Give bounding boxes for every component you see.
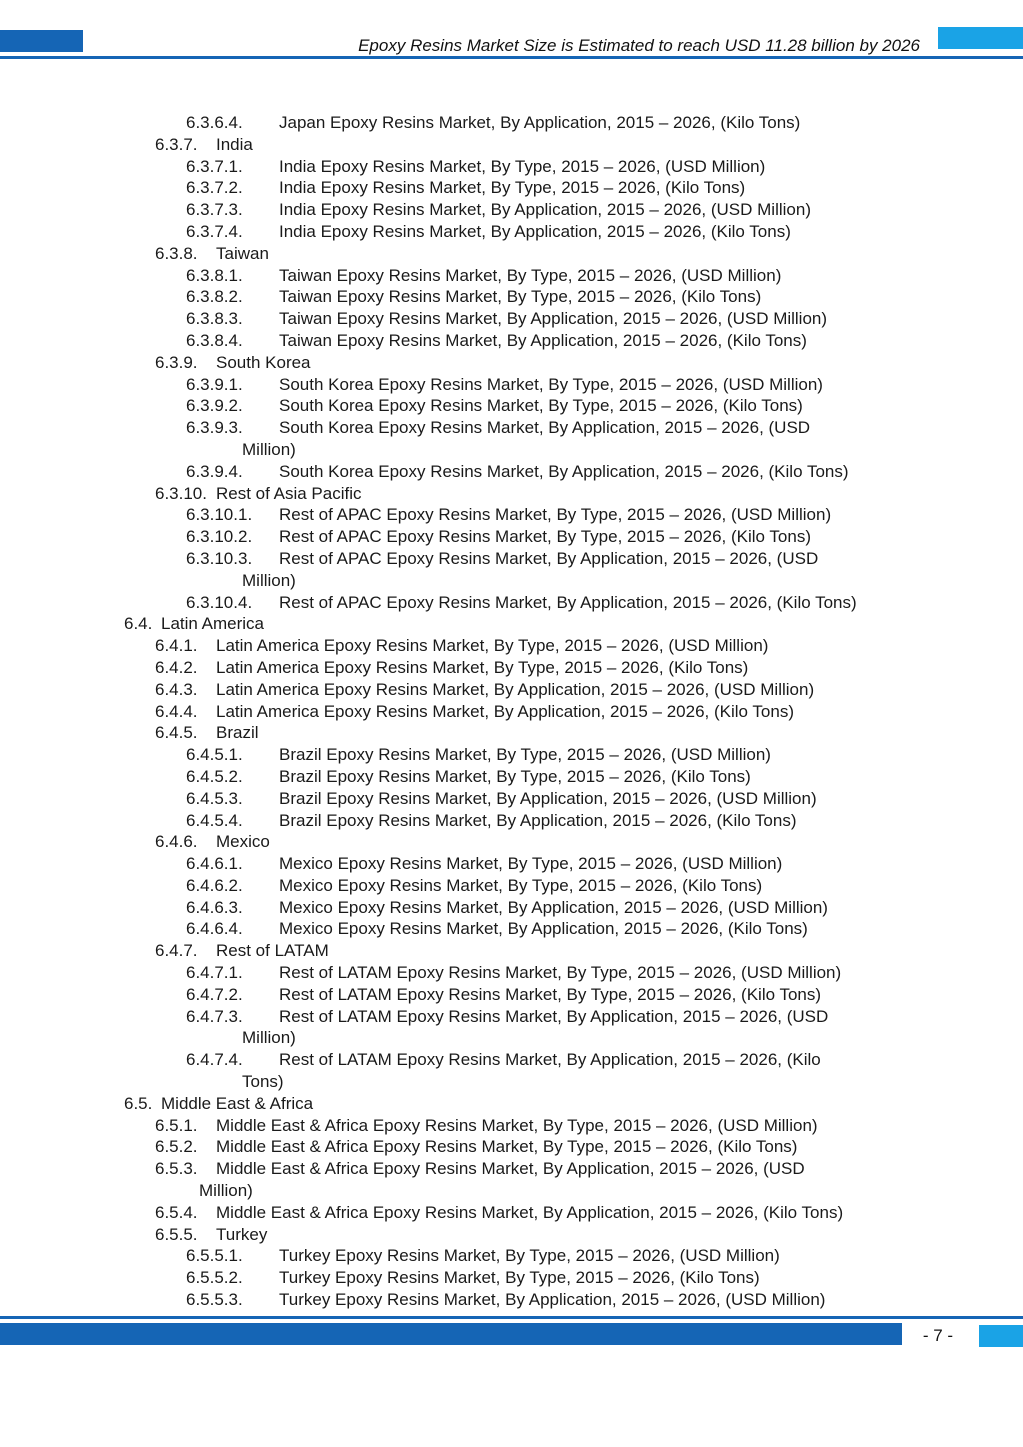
- toc-entry-text: South Korea: [216, 352, 311, 372]
- toc-entry-number: 6.3.10.3.: [186, 548, 253, 568]
- toc-entry-number: 6.4.6.: [155, 832, 198, 852]
- toc-entry-text: Rest of LATAM Epoxy Resins Market, By Application, 2015 – 2026, (USD: [279, 1006, 829, 1026]
- toc-entry: [0, 134, 1023, 156]
- toc-entry-number: 6.3.7.3.: [186, 200, 243, 220]
- toc-entry: [0, 548, 1023, 570]
- toc-entry-text: Million): [242, 1028, 296, 1048]
- toc-entry-text: Brazil Epoxy Resins Market, By Type, 2015 – 2026, (USD Million): [279, 745, 771, 765]
- table-of-contents: [0, 112, 1023, 1311]
- toc-entry-text: Mexico Epoxy Resins Market, By Type, 2015 – 2026, (USD Million): [279, 854, 783, 874]
- toc-entry-text: Taiwan: [216, 243, 269, 263]
- toc-entry: [0, 395, 1023, 417]
- toc-entry-text: Taiwan Epoxy Resins Market, By Type, 2015 – 2026, (Kilo Tons): [279, 287, 762, 307]
- header-accent-left: [0, 30, 83, 52]
- toc-entry: [0, 265, 1023, 287]
- toc-entry-number: 6.3.9.: [155, 352, 198, 372]
- footer-accent-right: [979, 1325, 1023, 1347]
- toc-entry-text: Mexico Epoxy Resins Market, By Type, 2015 – 2026, (Kilo Tons): [279, 875, 763, 895]
- toc-entry-number: 6.3.10.: [155, 483, 207, 503]
- toc-entry-number: 6.3.9.1.: [186, 374, 243, 394]
- toc-entry-number: 6.4.2.: [155, 657, 198, 677]
- toc-entry: [0, 221, 1023, 243]
- toc-entry-number: 6.4.7.: [155, 941, 198, 961]
- toc-entry: [0, 679, 1023, 701]
- toc-entry-text: Japan Epoxy Resins Market, By Application, 2015 – 2026, (Kilo Tons): [279, 113, 801, 132]
- toc-entry-continuation: [0, 1071, 1023, 1093]
- toc-entry-number: 6.5.5.1.: [186, 1246, 243, 1266]
- toc-entry: [0, 744, 1023, 766]
- toc-entry-text: Million): [242, 439, 296, 459]
- toc-entry-number: 6.3.8.4.: [186, 330, 243, 350]
- toc-entry-text: Turkey Epoxy Resins Market, By Application, 2015 – 2026, (USD Million): [279, 1290, 826, 1310]
- toc-entry-text: Taiwan Epoxy Resins Market, By Application, 2015 – 2026, (USD Million): [279, 309, 828, 329]
- toc-entry: [0, 1006, 1023, 1028]
- toc-entry-number: 6.3.7.1.: [186, 156, 243, 176]
- toc-entry: [0, 940, 1023, 962]
- toc-entry-text: Middle East & Africa Epoxy Resins Market, By Type, 2015 – 2026, (Kilo Tons): [216, 1137, 798, 1157]
- toc-entry-number: 6.3.10.4.: [186, 592, 253, 612]
- toc-entry: [0, 788, 1023, 810]
- toc-entry: [0, 308, 1023, 330]
- toc-entry-number: 6.4.5.: [155, 723, 198, 743]
- toc-entry-text: Taiwan Epoxy Resins Market, By Application, 2015 – 2026, (Kilo Tons): [279, 330, 807, 350]
- toc-entry-number: 6.3.8.2.: [186, 287, 243, 307]
- toc-entry-text: Brazil Epoxy Resins Market, By Application, 2015 – 2026, (USD Million): [279, 788, 817, 808]
- toc-entry-text: Latin America Epoxy Resins Market, By Type, 2015 – 2026, (USD Million): [216, 636, 769, 656]
- toc-entry-number: 6.4.5.1.: [186, 745, 243, 765]
- toc-entry: [0, 1267, 1023, 1289]
- toc-entry-number: 6.3.7.2.: [186, 178, 243, 198]
- toc-entry-text: Brazil Epoxy Resins Market, By Application, 2015 – 2026, (Kilo Tons): [279, 810, 797, 830]
- toc-entry-text: Rest of APAC Epoxy Resins Market, By Type, 2015 – 2026, (USD Million): [279, 505, 832, 525]
- toc-entry-number: 6.3.8.3.: [186, 309, 243, 329]
- toc-entry-text: Rest of LATAM Epoxy Resins Market, By Application, 2015 – 2026, (Kilo: [279, 1050, 821, 1070]
- toc-entry-text: Turkey Epoxy Resins Market, By Type, 2015 – 2026, (Kilo Tons): [279, 1268, 760, 1288]
- toc-entry: [0, 1202, 1023, 1224]
- toc-entry: [0, 918, 1023, 940]
- toc-entry-continuation: [0, 570, 1023, 592]
- toc-entry-continuation: [0, 1027, 1023, 1049]
- toc-entry-text: South Korea Epoxy Resins Market, By Application, 2015 – 2026, (Kilo Tons): [279, 461, 849, 481]
- toc-entry-text: Rest of Asia Pacific: [216, 483, 362, 503]
- toc-entry-number: 6.5.2.: [155, 1137, 198, 1157]
- toc-entry: [0, 374, 1023, 396]
- toc-entry-text: South Korea Epoxy Resins Market, By Application, 2015 – 2026, (USD: [279, 418, 811, 438]
- toc-entry-text: Brazil: [216, 723, 259, 743]
- toc-entry-text: Rest of LATAM: [216, 941, 329, 961]
- toc-entry: [0, 199, 1023, 221]
- toc-entry: [0, 635, 1023, 657]
- toc-entry-number: 6.4.6.4.: [186, 919, 243, 939]
- footer-bar: [0, 1323, 902, 1345]
- toc-entry: [0, 1115, 1023, 1137]
- toc-entry: [0, 352, 1023, 374]
- toc-entry: [0, 810, 1023, 832]
- toc-entry-text: Rest of LATAM Epoxy Resins Market, By Type, 2015 – 2026, (USD Million): [279, 963, 842, 983]
- toc-entry: [0, 417, 1023, 439]
- toc-entry: [0, 1136, 1023, 1158]
- toc-entry: [0, 1049, 1023, 1071]
- toc-entry-text: Rest of APAC Epoxy Resins Market, By Application, 2015 – 2026, (USD: [279, 548, 819, 568]
- toc-entry: [0, 243, 1023, 265]
- toc-entry-text: South Korea Epoxy Resins Market, By Type, 2015 – 2026, (Kilo Tons): [279, 396, 803, 416]
- toc-entry-text: India Epoxy Resins Market, By Application, 2015 – 2026, (USD Million): [279, 200, 811, 220]
- toc-entry-number: 6.3.10.1.: [186, 505, 253, 525]
- toc-entry: [0, 461, 1023, 483]
- toc-entry-text: Mexico: [216, 832, 270, 852]
- toc-entry-number: 6.5.5.: [155, 1224, 198, 1244]
- toc-entry: [0, 526, 1023, 548]
- toc-entry-text: India: [216, 134, 253, 154]
- toc-entry-text: Mexico Epoxy Resins Market, By Application, 2015 – 2026, (Kilo Tons): [279, 919, 808, 939]
- toc-entry: [0, 592, 1023, 614]
- toc-entry: [0, 984, 1023, 1006]
- toc-entry: [0, 962, 1023, 984]
- toc-entry-text: Middle East & Africa Epoxy Resins Market, By Application, 2015 – 2026, (Kilo Tons): [216, 1202, 844, 1222]
- toc-entry-text: Latin America: [161, 614, 264, 634]
- toc-entry-number: 6.4.6.3.: [186, 897, 243, 917]
- toc-entry-text: Latin America Epoxy Resins Market, By Application, 2015 – 2026, (Kilo Tons): [216, 701, 794, 721]
- toc-entry-number: 6.4.4.: [155, 701, 198, 721]
- toc-entry-text: India Epoxy Resins Market, By Type, 2015 – 2026, (Kilo Tons): [279, 178, 746, 198]
- toc-entry-text: Rest of LATAM Epoxy Resins Market, By Type, 2015 – 2026, (Kilo Tons): [279, 984, 822, 1004]
- toc-entry-number: 6.4.5.2.: [186, 766, 243, 786]
- toc-entry-text: India Epoxy Resins Market, By Application, 2015 – 2026, (Kilo Tons): [279, 221, 791, 241]
- toc-entry-number: 6.3.7.4.: [186, 221, 243, 241]
- toc-entry-text: Middle East & Africa Epoxy Resins Market, By Type, 2015 – 2026, (USD Million): [216, 1115, 818, 1135]
- toc-entry: [0, 1224, 1023, 1246]
- toc-entry: [0, 701, 1023, 723]
- toc-entry-number: 6.3.7.: [155, 134, 198, 154]
- toc-entry-number: 6.3.6.4.: [186, 113, 243, 132]
- toc-entry-number: 6.4.: [124, 614, 153, 634]
- toc-entry-number: 6.4.3.: [155, 679, 198, 699]
- toc-entry-number: 6.5.5.2.: [186, 1268, 243, 1288]
- toc-entry: [0, 177, 1023, 199]
- toc-entry: [0, 722, 1023, 744]
- toc-entry-text: Taiwan Epoxy Resins Market, By Type, 2015 – 2026, (USD Million): [279, 265, 782, 285]
- toc-entry-number: 6.4.6.2.: [186, 875, 243, 895]
- toc-entry: [0, 853, 1023, 875]
- toc-entry: [0, 897, 1023, 919]
- header-rule: [0, 56, 1023, 59]
- toc-entry: [0, 504, 1023, 526]
- footer-rule: [0, 1316, 1023, 1319]
- toc-entry-number: 6.3.10.2.: [186, 527, 253, 547]
- toc-entry: [0, 112, 1023, 134]
- toc-entry-number: 6.3.8.1.: [186, 265, 243, 285]
- toc-entry-number: 6.5.1.: [155, 1115, 198, 1135]
- toc-entry-text: Million): [242, 570, 296, 590]
- toc-entry: [0, 286, 1023, 308]
- toc-entry-continuation: [0, 1180, 1023, 1202]
- toc-entry-number: 6.3.9.4.: [186, 461, 243, 481]
- toc-entry-text: Rest of APAC Epoxy Resins Market, By Type, 2015 – 2026, (Kilo Tons): [279, 527, 811, 547]
- toc-entry-text: Tons): [242, 1072, 284, 1092]
- toc-entry-number: 6.5.5.3.: [186, 1290, 243, 1310]
- header-accent-right: [938, 27, 1023, 49]
- toc-entry-number: 6.4.7.2.: [186, 984, 243, 1004]
- toc-entry-text: Latin America Epoxy Resins Market, By Type, 2015 – 2026, (Kilo Tons): [216, 657, 749, 677]
- toc-entry-number: 6.4.1.: [155, 636, 198, 656]
- toc-entry-number: 6.5.4.: [155, 1202, 198, 1222]
- toc-entry-text: Middle East & Africa: [161, 1093, 314, 1113]
- toc-entry: [0, 1093, 1023, 1115]
- toc-entry-text: India Epoxy Resins Market, By Type, 2015 – 2026, (USD Million): [279, 156, 766, 176]
- toc-entry: [0, 1289, 1023, 1311]
- toc-entry-number: 6.4.7.1.: [186, 963, 243, 983]
- toc-entry: [0, 875, 1023, 897]
- toc-entry: [0, 766, 1023, 788]
- toc-entry: [0, 156, 1023, 178]
- toc-entry-number: 6.4.5.4.: [186, 810, 243, 830]
- toc-entry-text: Middle East & Africa Epoxy Resins Market, By Application, 2015 – 2026, (USD: [216, 1159, 805, 1179]
- toc-entry-number: 6.4.7.4.: [186, 1050, 243, 1070]
- toc-entry-text: Million): [199, 1181, 253, 1201]
- toc-entry-number: 6.5.: [124, 1093, 153, 1113]
- toc-entry: [0, 613, 1023, 635]
- toc-entry-text: Latin America Epoxy Resins Market, By Application, 2015 – 2026, (USD Million): [216, 679, 815, 699]
- toc-entry-number: 6.3.9.2.: [186, 396, 243, 416]
- header-title: Epoxy Resins Market Size is Estimated to reach USD 11.28 billion by 2026: [358, 36, 920, 55]
- toc-entry: [0, 657, 1023, 679]
- toc-entry-number: 6.5.3.: [155, 1159, 198, 1179]
- toc-entry: [0, 1245, 1023, 1267]
- toc-entry-text: Brazil Epoxy Resins Market, By Type, 2015 – 2026, (Kilo Tons): [279, 766, 751, 786]
- toc-entry-number: 6.4.5.3.: [186, 788, 243, 808]
- toc-entry-text: Turkey Epoxy Resins Market, By Type, 2015 – 2026, (USD Million): [279, 1246, 780, 1266]
- page-number: - 7 -: [922, 1326, 954, 1345]
- toc-entry-number: 6.4.7.3.: [186, 1006, 243, 1026]
- toc-entry-number: 6.3.8.: [155, 243, 198, 263]
- toc-entry-text: South Korea Epoxy Resins Market, By Type, 2015 – 2026, (USD Million): [279, 374, 823, 394]
- toc-entry-number: 6.4.6.1.: [186, 854, 243, 874]
- toc-entry: [0, 831, 1023, 853]
- toc-entry: [0, 330, 1023, 352]
- toc-entry-text: Turkey: [216, 1224, 268, 1244]
- toc-entry-number: 6.3.9.3.: [186, 418, 243, 438]
- toc-entry-text: Mexico Epoxy Resins Market, By Application, 2015 – 2026, (USD Million): [279, 897, 828, 917]
- toc-entry-continuation: [0, 439, 1023, 461]
- toc-entry-text: Rest of APAC Epoxy Resins Market, By Application, 2015 – 2026, (Kilo Tons): [279, 592, 857, 612]
- toc-entry: [0, 1158, 1023, 1180]
- toc-entry: [0, 483, 1023, 505]
